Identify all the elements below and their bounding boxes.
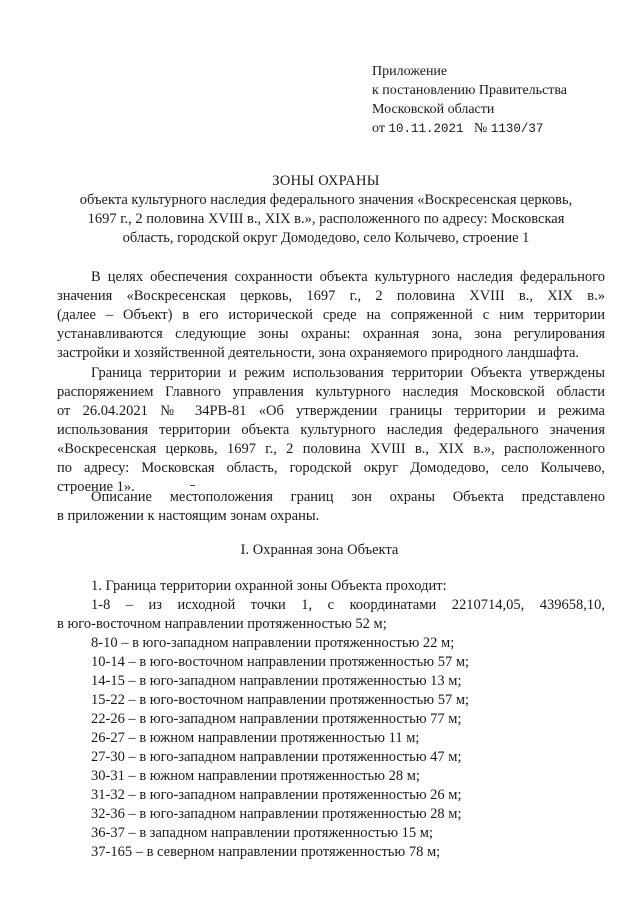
paragraph-2 — [57, 364, 605, 497]
paragraph-line: в приложении к настоящим зонам охраны. — [57, 508, 320, 524]
paragraph-line: устанавливаются следующие зоны охраны: охранная зона, зона регулирования — [57, 326, 605, 342]
title-heading: ЗОНЫ ОХРАНЫ — [272, 173, 380, 189]
paragraph-line: строение 1». — [57, 479, 135, 495]
annex-line-1: Приложение — [372, 64, 448, 79]
annex-number: 1130/37 — [490, 122, 544, 136]
paragraph-line: «Воскресенская церковь, 1697 г., 2 половина XVIII в., XIX в.», расположенного — [57, 441, 605, 457]
title-line-1: объекта культурного наследия федерального значения «Воскресенская церковь, — [79, 192, 573, 208]
paragraph-line: Описание местоположения границ зон охраны Объекта представлено — [91, 489, 605, 505]
first-segment-line: 1-8 – из исходной точки 1, с координатами 2210714,05, 439658,10, — [91, 597, 605, 613]
annex-header — [372, 62, 567, 139]
segment-item: 30-31 – в южном направлении протяженностью 28 м; — [91, 768, 420, 784]
annex-date-line — [372, 119, 567, 139]
segment-item: 15-22 – в юго-восточном направлении протяженностью 57 м; — [91, 692, 470, 708]
document-title — [56, 172, 596, 248]
annex-line-3: Московской области — [372, 102, 495, 117]
paragraph-line: (далее – Объект) в его исторической среде на сопряженной с ним территории — [57, 307, 605, 323]
segment-item: 37-165 – в северном направлении протяженностью 78 м; — [91, 844, 441, 860]
annex-number-prefix: № — [473, 121, 488, 136]
segment-item: 31-32 – в юго-западном направлении протяженностью 26 м; — [91, 787, 462, 803]
paragraph-line: использования территории объекта культурного наследия федерального значения — [57, 422, 605, 438]
title-line-3: область, городской округ Домодедово, село Колычево, строение 1 — [122, 230, 530, 246]
annex-line-2: к постановлению Правительства — [372, 83, 568, 98]
title-line-2: 1697 г., 2 половина XVIII в., XIX в.», расположенного по адресу: Московская — [87, 211, 565, 227]
segment-item: 14-15 – в юго-западном направлении протяженностью 13 м; — [91, 673, 462, 689]
paragraph-line: по адресу: Московская область, городской округ Домодедово, село Колычево, — [57, 460, 605, 476]
segment-item: 22-26 – в юго-западном направлении протяженностью 77 м; — [91, 711, 462, 727]
segment-item: 36-37 – в западном направлении протяженностью 15 м; — [91, 825, 434, 841]
segment-item: 10-14 – в юго-восточном направлении протяженностью 57 м; — [91, 654, 470, 670]
paragraph-line: застройки и хозяйственной деятельности, зона охраняемого природного ландшафта. — [57, 345, 580, 361]
boundary-list — [57, 577, 605, 862]
paragraph-line: распоряжением Главного управления культурного наследия Московской области — [57, 384, 605, 400]
stray-mark — [190, 485, 195, 486]
paragraph-line: В целях обеспечения сохранности объекта культурного наследия федерального — [91, 269, 605, 285]
annex-date: 10.11.2021 — [388, 122, 464, 136]
item-heading: 1. Граница территории охранной зоны Объекта проходит: — [91, 578, 447, 594]
paragraph-line: от 26.04.2021 № 34РВ-81 «Об утверждении границы территории и режима — [57, 403, 605, 419]
paragraph-line: Граница территории и режим использования территории Объекта утверждены — [91, 365, 605, 381]
paragraph-3 — [57, 488, 605, 526]
paragraph-line: значения «Воскресенская церковь, 1697 г., 2 половина XVIII в., XIX в.» — [57, 288, 605, 304]
segment-item: 27-30 – в юго-западном направлении протяженностью 47 м; — [91, 749, 462, 765]
segment-item: 32-36 – в юго-западном направлении протяженностью 28 м; — [91, 806, 462, 822]
first-segment-line: в юго-восточном направлении протяженностью 52 м; — [57, 616, 387, 632]
paragraph-1 — [57, 268, 605, 363]
segment-item: 8-10 – в юго-западном направлении протяженностью 22 м; — [91, 635, 455, 651]
segment-item: 26-27 – в южном направлении протяженностью 11 м; — [91, 730, 420, 746]
section-title: I. Охранная зона Объекта — [240, 542, 399, 558]
annex-date-prefix: от — [372, 121, 385, 136]
